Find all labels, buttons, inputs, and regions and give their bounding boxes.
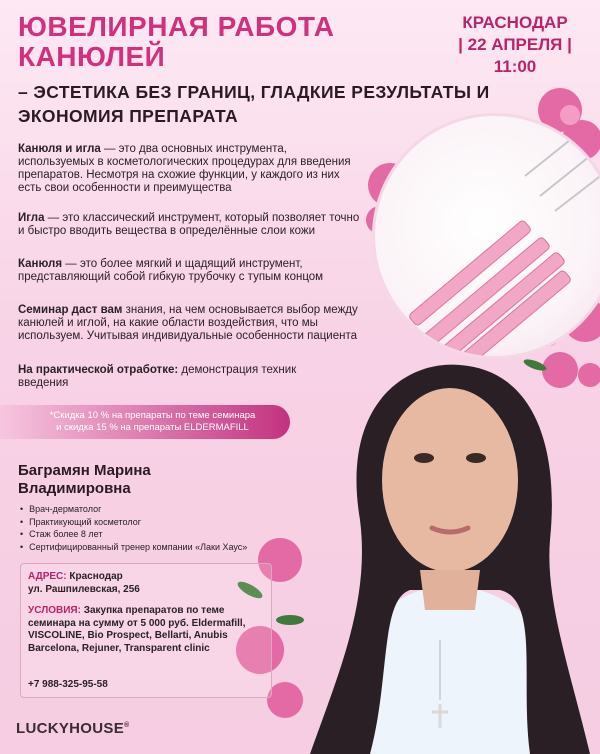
credential-item: • Сертифицированный тренер компании «Лаки Хаус»: [20, 541, 300, 554]
paragraph-text: знания, на чем основывается выбор между канюлей и иглой, на какие области воздействия, что мы используем. Учитывая индивидуальные особенности пациента: [18, 304, 358, 342]
conditions-label: УСЛОВИЯ:: [28, 605, 81, 616]
event-date: | 22 АПРЕЛЯ |: [458, 35, 572, 54]
credential-item: • Врач-дерматолог: [20, 503, 300, 516]
paragraph-cannula-needle: [18, 143, 363, 195]
address-city: Краснодар: [66, 571, 123, 582]
paragraph-text: демонстрация техник введения: [18, 364, 297, 389]
event-time: 11:00: [493, 57, 537, 76]
event-city: КРАСНОДАР: [462, 13, 568, 32]
speaker-name-line-1: Баграмян Марина: [18, 462, 151, 479]
paragraph-bold: На практической отработке:: [18, 364, 179, 376]
registered-mark: ®: [124, 722, 130, 729]
paragraph-bold: Семинар даст вам: [18, 304, 123, 316]
paragraph-text: — это классический инструмент, который позволяет точно и быстро вводить вещества в определённые слои кожи: [18, 212, 360, 237]
paragraph-bold: Игла: [18, 212, 45, 224]
phone-number[interactable]: +7 988-325-95-58: [28, 679, 108, 690]
paragraph-needle: [18, 212, 363, 238]
credential-item: • Стаж более 8 лет: [20, 528, 300, 541]
event-location-date: [440, 12, 590, 78]
syringe-illustration: [372, 113, 600, 359]
speaker-name-line-2: Владимировна: [18, 480, 131, 497]
address-label: АДРЕС:: [28, 571, 67, 582]
paragraph-text: — это более мягкий и щадящий инструмент, представляющий собой гибкую трубочку с тупым концом: [18, 258, 324, 283]
discount-line-2: и скидка 15 % на препараты ELDERMAFILL: [56, 422, 249, 433]
address-block: [28, 571, 268, 596]
paragraph-text: — это два основных инструмента, используемых в косметологических процедурах для введения препаратов. Несмотря на схожие функции, у каждого из них есть свои особенности и преимущества: [18, 143, 351, 194]
credential-item: • Практикующий косметолог: [20, 516, 300, 529]
paragraph-seminar: [18, 304, 363, 343]
brand-name: LUCKYHOUSE: [16, 720, 125, 737]
paragraph-cannula: [18, 258, 363, 284]
discount-text: [20, 410, 285, 434]
paragraph-practice: [18, 364, 318, 390]
paragraph-bold: Канюля: [18, 258, 63, 270]
conditions-text: Закупка препаратов по теме семинара на сумму от 5 000 руб. Eldermafill, VISCOLINE, Bio Prospect, Bellarti, Anubis Barcelona, Rejuner, Transparent clinic: [28, 605, 246, 654]
brand-logo: [16, 720, 129, 737]
paragraph-bold: Канюля и игла: [18, 143, 101, 155]
speaker-photo: [300, 340, 600, 754]
address-street: ул. Рашпилевская, 256: [28, 583, 140, 595]
conditions-block: [28, 605, 268, 655]
discount-line-1: *Скидка 10 % на препараты по теме семинара: [49, 410, 256, 421]
event-title: ЮВЕЛИРНАЯ РАБОТА КАНЮЛЕЙ: [18, 11, 335, 72]
syringe-icon: [375, 116, 600, 356]
speaker-name: [18, 462, 248, 498]
event-subtitle: – ЭСТЕТИКА БЕЗ ГРАНИЦ, ГЛАДКИЕ РЕЗУЛЬТАТЫ И ЭКОНОМИЯ ПРЕПАРАТА: [18, 82, 490, 126]
